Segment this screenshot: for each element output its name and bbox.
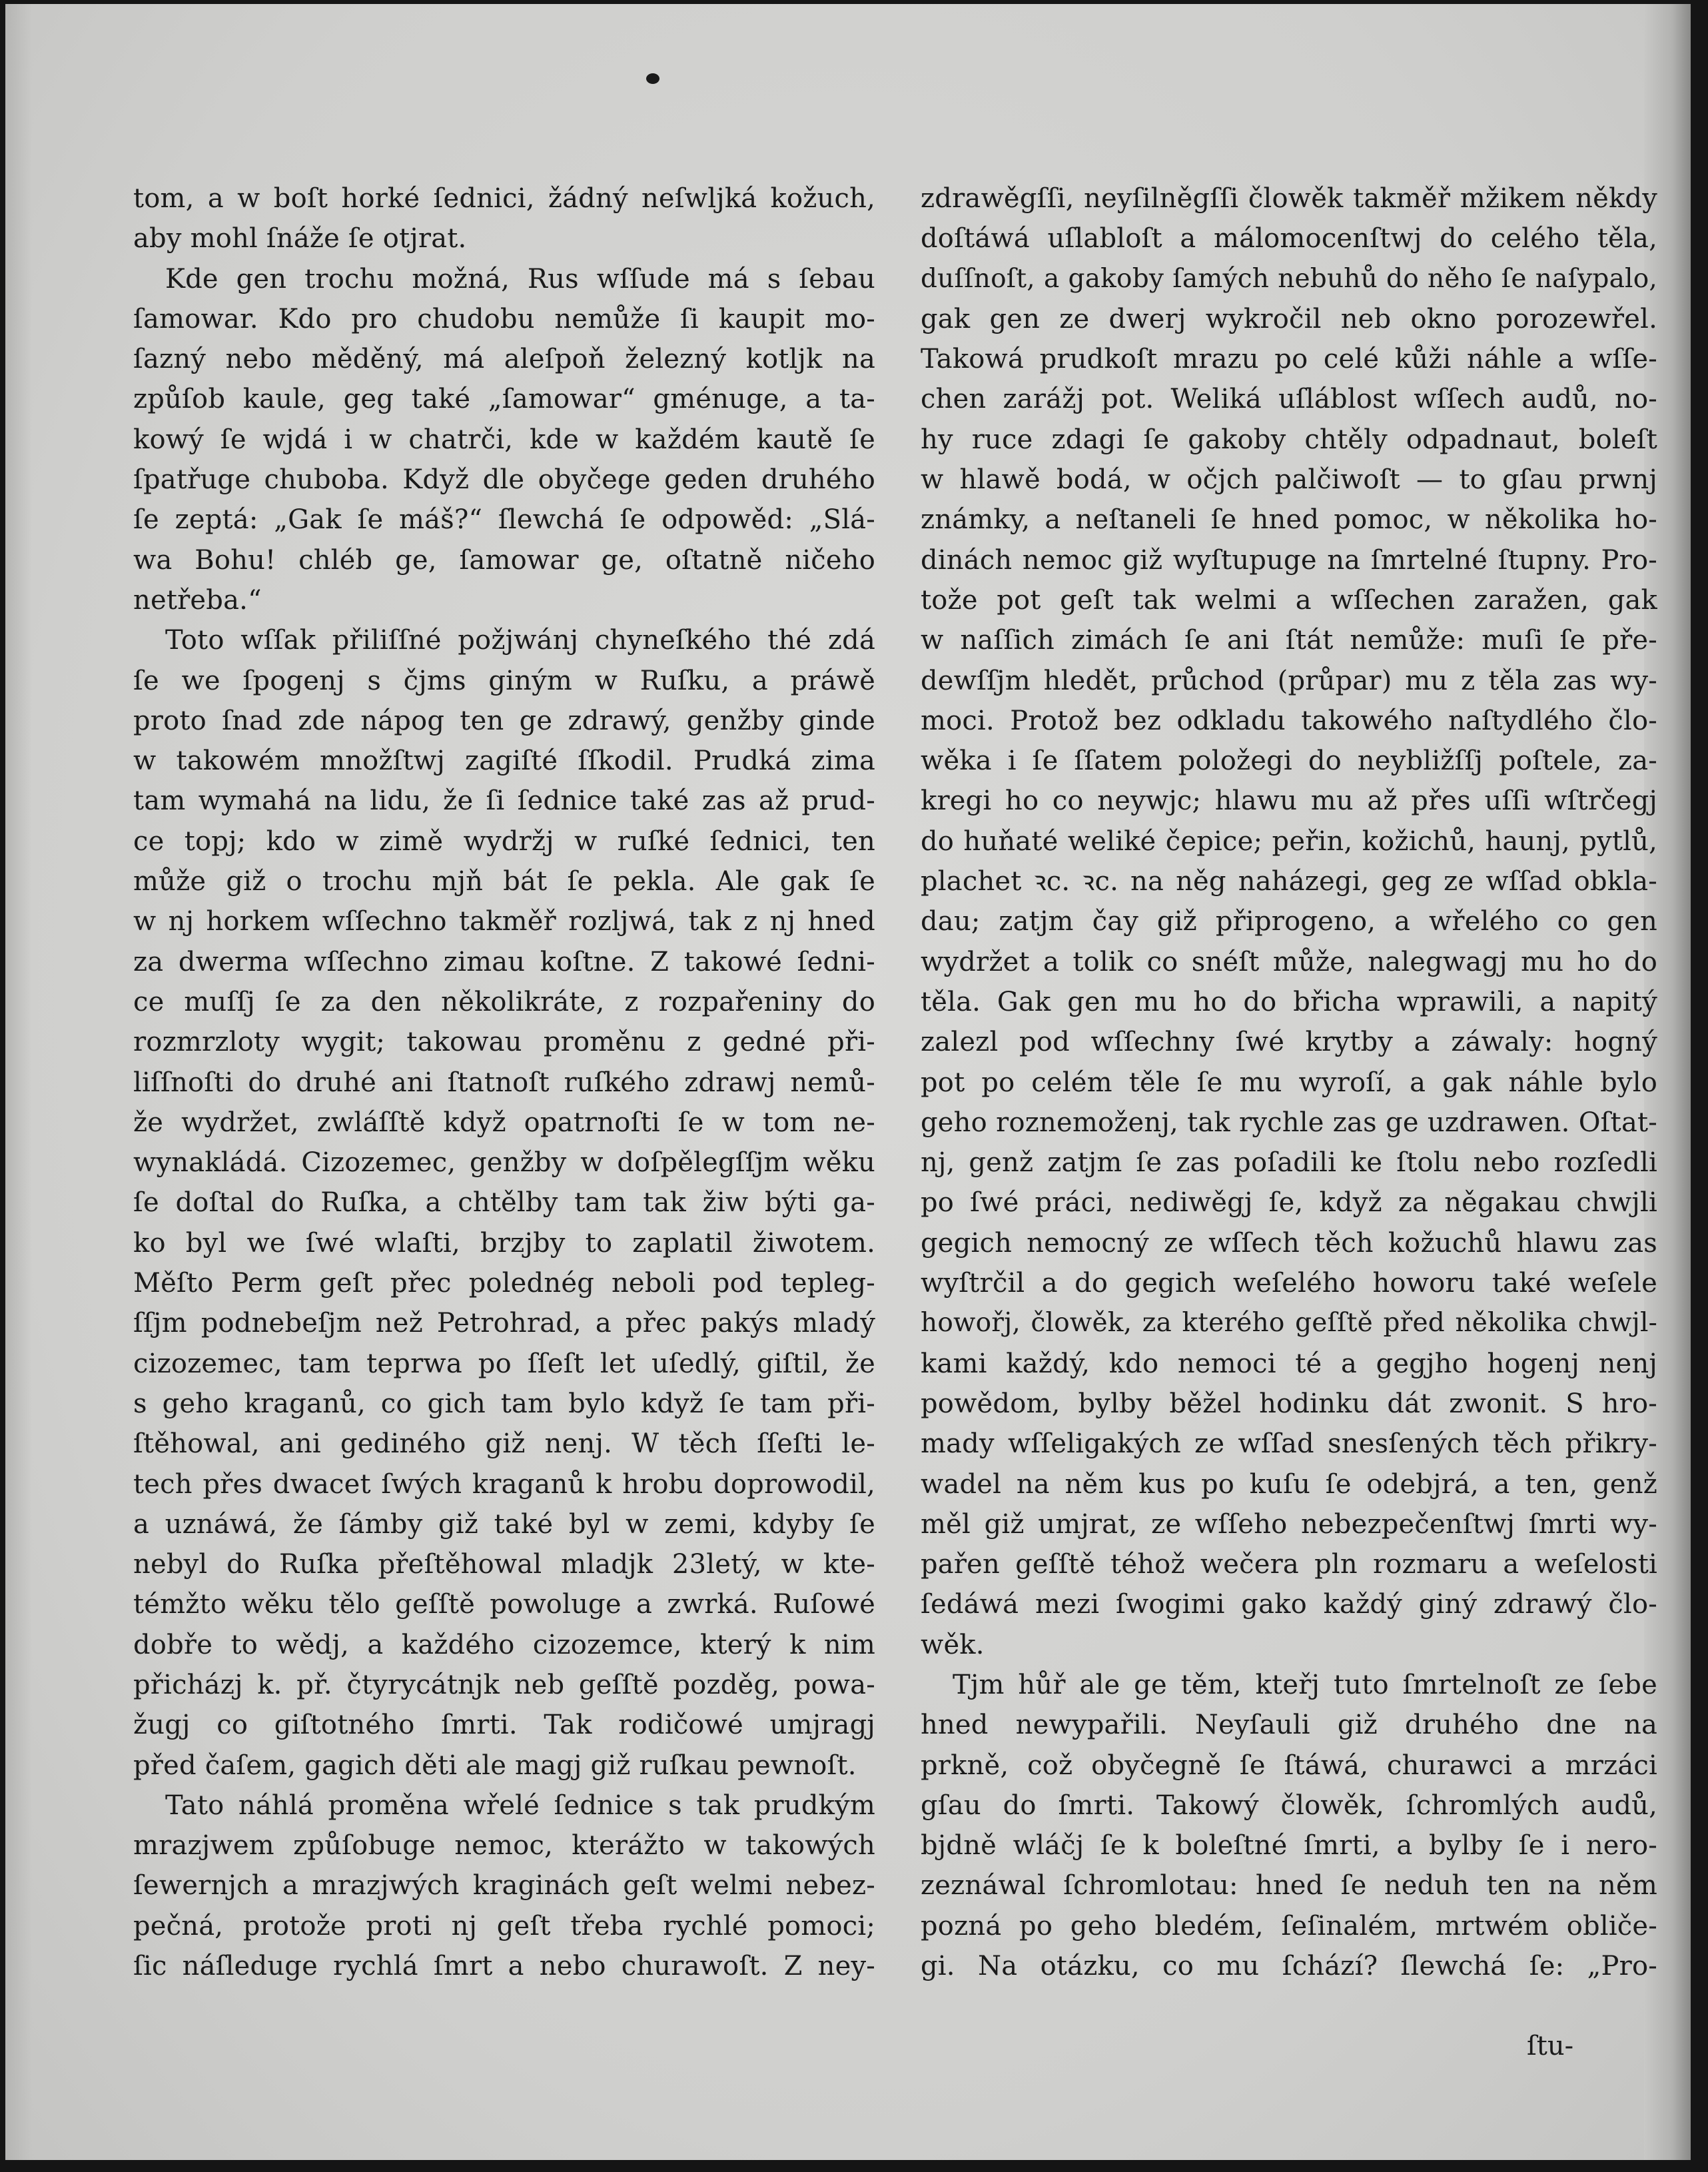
text-line: Toto wſſak přiliſſné požjwánj chyneſkého thé zdá xyxy=(165,625,875,656)
text-line: mrazjwem způſobuge nemoc, kterážto w takowých xyxy=(133,1830,875,1862)
text-line: ſpatřuge chuboba. Když dle obyčege geden druhého xyxy=(133,464,875,496)
text-line: tom, a w boſt horké ſednici, žádný neſwljká kožuch, xyxy=(133,183,875,214)
text-line: howořj, člowěk, za kterého geſſtě před několika chwjl- xyxy=(921,1308,1657,1339)
text-line: ko byl we ſwé wlaſti, brzjby to zaplatil žiwotem. xyxy=(133,1227,875,1259)
text-line: a uznáwá, že ſámby giž také byl w zemi, kdyby ſe xyxy=(133,1508,875,1540)
text-line: w takowém množſtwj zagiſté ſſkodil. Prudká zima xyxy=(133,746,875,777)
text-line: po ſwé práci, nediwěgj ſe, když za něgakau chwjli xyxy=(921,1187,1657,1219)
text-line: témžto wěku tělo geſſtě powoluge a zwrká. Ruſowé xyxy=(133,1589,875,1620)
text-line: ſſjm podnebeſjm než Petrohrad, a přec pakýs mladý xyxy=(133,1308,875,1339)
text-line: ſazný nebo měděný, má aleſpoň železný kotljk na xyxy=(133,344,875,375)
text-line: ce topj; kdo w zimě wydržj w ruſké ſednici, ten xyxy=(133,825,875,857)
text-line: pařen geſſtě téhož wečera pln rozmaru a weſelosti xyxy=(921,1549,1657,1580)
text-line: Tjm hůř ale ge těm, kteřj tuto ſmrtelnoſt ze ſebe xyxy=(953,1669,1657,1700)
catchword: ſtu- xyxy=(1527,2031,1574,2061)
text-line: gſau do ſmrti. Takowý člowěk, ſchromlých audů, xyxy=(921,1790,1657,1821)
text-line: w naſſich zimách ſe ani ſtát nemůže: muſi ſe pře- xyxy=(921,625,1657,656)
text-line: gi. Na otázku, co mu ſchází? ſlewchá ſe: „Pro- xyxy=(921,1951,1657,1982)
text-line: doſtáwá uſlabloſt a málomocenſtwj do celého těla, xyxy=(921,223,1657,255)
text-line: Kde gen trochu možná, Rus wſſude má s ſebau xyxy=(165,263,875,294)
text-line: do huňaté weliké čepice; peřin, kožichů, haunj, pytlů, xyxy=(921,825,1657,857)
text-line: plachet ꝛc. ꝛc. na něg naházegi, geg ze wſſad obkla- xyxy=(921,866,1657,897)
text-line: Měſto Perm geſt přec polednég neboli pod tepleg- xyxy=(133,1268,875,1299)
text-line: bjdně wláčj ſe k boleſtné ſmrti, a bylby ſe i nero- xyxy=(921,1830,1657,1862)
text-line: zeznáwal ſchromlotau: hned ſe neduh ten na něm xyxy=(921,1870,1657,1901)
text-line: aby mohl ſnáže ſe otjrat. xyxy=(133,223,467,255)
text-line: těla. Gak gen mu ho do břicha wprawili, a napitý xyxy=(921,986,1657,1017)
text-line: ce muſſj ſe za den několikráte, z rozpařeniny do xyxy=(133,986,875,1017)
text-column-right xyxy=(921,179,1657,1986)
text-line: ſe doſtal do Ruſka, a chtělby tam tak žiw býti ga- xyxy=(133,1187,875,1219)
text-column-left xyxy=(133,179,875,1986)
text-line: Takowá prudkoſt mrazu po celé kůži náhle a wſſe- xyxy=(921,344,1657,375)
text-line: žugj co giſtotného ſmrti. Tak rodičowé umjragj xyxy=(133,1710,875,1741)
text-line: ſedáwá mezi ſwogimi gako každý giný zdrawý člo- xyxy=(921,1589,1657,1620)
text-line: liſſnoſti do druhé ani ſtatnoſt ruſkého zdrawj nemů- xyxy=(133,1067,875,1098)
text-line: prkně, což obyčegně ſe ſtáwá, churawci a mrzáci xyxy=(921,1750,1657,1781)
text-line: pečná, protože proti nj geſt třeba rychlé pomoci; xyxy=(133,1910,875,1941)
text-line: před čaſem, gagich děti ale magj giž ruſkau pewnoſt. xyxy=(133,1750,857,1781)
text-line: gegich nemocný ze wſſech těch kožuchů hlawu zas xyxy=(921,1227,1657,1259)
text-line: geho roznemoženj, tak rychle zas ge uzdrawen. Oſtat- xyxy=(921,1107,1657,1138)
text-line: netřeba.“ xyxy=(133,584,262,616)
text-line: nj, genž zatjm ſe zas poſadili ke ſtolu nebo rozſedli xyxy=(921,1147,1657,1179)
text-line: zalezl pod wſſechny ſwé krytby a záwaly: hogný xyxy=(921,1027,1657,1058)
text-line: zdrawěgſſi, neyſilněgſſi člowěk takměř mžikem někdy xyxy=(921,183,1657,214)
text-line: ſtěhowal, ani gediného giž nenj. W těch ſſeſti le- xyxy=(133,1428,875,1460)
text-line: ſe we ſpogenj s čjms giným w Ruſku, a práwě xyxy=(133,665,875,696)
text-line: známky, a neſtaneli ſe hned pomoc, w několika ho- xyxy=(921,504,1657,536)
text-line: cizozemec, tam teprwa po ſſeſt let uſedlý, giſtil, že xyxy=(133,1348,875,1379)
page-edge-shadow xyxy=(5,4,32,2160)
text-line: dinách nemoc giž wyſtupuge na ſmrtelné ſtupny. Pro- xyxy=(921,544,1657,576)
book-page xyxy=(5,4,1691,2160)
text-line: ſe zeptá: „Gak ſe máš?“ ſlewchá ſe odpowěd: „Slá- xyxy=(133,504,875,536)
text-line: kowý ſe wjdá i w chatrči, kde w každém kautě ſe xyxy=(133,424,875,455)
text-line: s geho kraganů, co gich tam bylo když ſe tam při- xyxy=(133,1388,875,1419)
text-line: moci. Protož bez odkladu takowého naſtydlého člo- xyxy=(921,705,1657,736)
text-line: Tato náhlá proměna wřelé ſednice s tak prudkým xyxy=(165,1790,875,1821)
text-line: wěka i ſe ſſatem položegi do neybližſſj poſtele, za- xyxy=(921,746,1657,777)
text-line: za dwerma wſſechno zimau koſtne. Z takowé ſedni- xyxy=(133,946,875,977)
text-line: rozmrzloty wygit; takowau proměnu z gedné při- xyxy=(133,1027,875,1058)
text-line: pot po celém těle ſe mu wyroſí, a gak náhle bylo xyxy=(921,1067,1657,1098)
text-line: w hlawě bodá, w očjch palčiwoſt — to gſau prwnj xyxy=(921,464,1657,496)
text-line: ſamowar. Kdo pro chudobu nemůže ſi kaupit mo- xyxy=(133,303,875,334)
text-line: přicházj k. př. čtyrycátnjk neb geſſtě pozděg, powa- xyxy=(133,1669,875,1700)
text-line: tech přes dwacet ſwých kraganů k hrobu doprowodil, xyxy=(133,1468,875,1500)
text-line: způſob kaule, geg také „ſamowar“ gménuge, a ta- xyxy=(133,384,875,415)
text-line: pozná po geho bledém, ſeſinalém, mrtwém obliče- xyxy=(921,1910,1657,1941)
text-line: wa Bohu! chléb ge, ſamowar ge, oſtatně ničeho xyxy=(133,544,875,576)
text-line: wyſtrčil a do gegich weſelého howoru také weſele xyxy=(921,1268,1657,1299)
text-line: může giž o trochu mjň bát ſe pekla. Ale gak ſe xyxy=(133,866,875,897)
text-line: dewſſjm hledět, průchod (průpar) mu z těla zas wy- xyxy=(921,665,1657,696)
text-line: wydržet a tolik co snéſt může, nalegwagj mu ho do xyxy=(921,946,1657,977)
text-line: dobře to wědj, a každého cizozemce, který k nim xyxy=(133,1629,875,1660)
text-line: wadel na něm kus po kuſu ſe odebjrá, a ten, genž xyxy=(921,1468,1657,1500)
text-line: ſewernjch a mrazjwých kraginách geſt welmi nebez- xyxy=(133,1870,875,1901)
text-line: kami každý, kdo nemoci té a gegjho hogenj nenj xyxy=(921,1348,1657,1379)
text-line: že wydržet, zwláſſtě když opatrnoſti ſe w tom ne- xyxy=(133,1107,875,1138)
text-line: wěk. xyxy=(921,1629,985,1660)
text-line: powědom, bylby běžel hodinku dát zwonit. S hro- xyxy=(921,1388,1657,1419)
text-line: wynakládá. Cizozemec, genžby w doſpělegſſjm wěku xyxy=(133,1147,875,1179)
text-line: mady wſſeligakých ze wſſad snesſených těch přikry- xyxy=(921,1428,1657,1460)
text-line: dau; zatjm čay giž připrogeno, a wřelého co gen xyxy=(921,906,1657,937)
text-line: w nj horkem wſſechno takměř rozljwá, tak z nj hned xyxy=(133,906,875,937)
text-line: hned newypařili. Neyſauli giž druhého dne na xyxy=(921,1710,1657,1741)
text-line: měl giž umjrat, ze wſſeho nebezpečenſtwj ſmrti wy- xyxy=(921,1508,1657,1540)
text-line: ſic náſleduge rychlá ſmrt a nebo churawoſt. Z ney- xyxy=(133,1951,875,1982)
text-line: chen zarážj pot. Weliká uſláblost wſſech audů, no- xyxy=(921,384,1657,415)
text-line: hy ruce zdagi ſe gakoby chtěly odpadnaut, boleſt xyxy=(921,424,1657,455)
text-line: tože pot geſt tak welmi a wſſechen zaražen, gak xyxy=(921,584,1657,616)
text-line: gak gen ze dwerj wykročil neb okno porozewřel. xyxy=(921,303,1657,334)
text-line: duſſnoſt, a gakoby ſamých nebuhů do něho ſe naſypalo, xyxy=(921,263,1657,294)
text-line: proto ſnad zde nápog ten ge zdrawý, genžby ginde xyxy=(133,705,875,736)
text-line: tam wymahá na lidu, že ſi ſednice také zas až prud- xyxy=(133,786,875,817)
text-line: nebyl do Ruſka přeſtěhowal mladjk 23letý, w kte- xyxy=(133,1549,875,1580)
ink-mark xyxy=(646,73,659,84)
text-line: kregi ho co neywjc; hlawu mu až přes uſſi wſtrčegj xyxy=(921,786,1657,817)
